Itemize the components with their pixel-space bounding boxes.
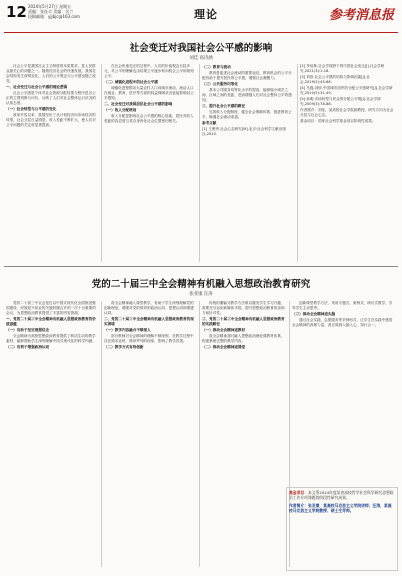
reference-item: [5] 孙明.市场转型与民众的分配公平观[J].社会学研究,2009(3):78-88. [300,97,381,106]
issue-email: 投稿邮箱：yjjbjc@163.com [28,14,80,20]
article-title: 党的二十届三中全会精神有机融入思想政治教育研究 [91,279,311,290]
paragraph: 将全会精神融入课堂教学，有助于学生深刻理解党的创新理论，增强对党的领导的政治认同、思想认同和情感认同。 [104,301,194,315]
paragraph: 收入分配是影响社会公平感的核心因素，居民对收入差距的容忍度与其自身所处社会位置密切相关。 [104,114,194,123]
column-divider [101,64,102,262]
subheading: （一）教学内容融合不够深入 [104,328,151,332]
paragraph: 在社会快速变迁的过程中，人们的价值观念日趋多元，对公平的理解也由结果公平逐步转向机会公平和规则公平。 [104,64,194,78]
section-title: 理论 [194,8,218,21]
column-divider [297,64,298,262]
article-column-2 [104,64,196,264]
author-bio: 作者简介：刘佳，某高校社会学院副教授，研究方向为社会分层与社会心态。 [300,108,394,117]
article-social-fairness [4,36,398,267]
subheading: 一、社会变迁与社会公平感的理论逻辑 [6,85,68,89]
paragraph: 完善收入分配制度，健全社会保障体系，推进教育公平，畅通社会流动渠道。 [202,110,292,119]
paragraph: 传统的灌输式教学方法难以激发学生学习兴趣，需要充分运用新媒体手段，提升思想政治教育的亲和力和针对性。 [202,301,285,315]
subheading: （二）推动全会精神进课堂 [202,345,246,349]
fund-note: 基金项目：国家社会科学基金项目阶段性成果。 [300,119,376,123]
subheading: （二）教育与流动 [202,65,231,69]
article-author: 刘佳 高诗涵 [189,56,213,61]
subheading: （三）推动全会精神进头脑 [292,312,336,316]
references-heading: 参考文献 [202,121,217,125]
article-column-1 [6,64,98,264]
subheading: （二）有利于增强政治认同 [6,345,50,349]
fund-text: 本文系2024年度某省高校哲学社会科学研究思想政治工作专项课题的阶段性研究成果。 [289,490,394,500]
reference-item: [1] 王俊秀.社会心态研究[M].北京:社会科学文献出版社,2020. [202,127,286,136]
masthead-logo: 参考消息报 [328,8,394,23]
article-column-1 [6,301,98,569]
subheading: （一）有助于坚定理想信念 [6,328,50,332]
paragraph: 通过社会实践、志愿服务等多种形式，让学生在实践中感悟全会精神的真理力量，真正做到入脑入心、知行合一。 [292,318,393,327]
article-title: 社会变迁对我国社会公平感的影响 [129,43,273,54]
article-author: 张亚康 汪涛 [189,292,213,297]
paragraph: 改革开放以来，我国经历了从计划经济向市场经济的转型，社会分层日益明显，收入差距不断扩大，使人们对公平问题的关注度显著提高。 [6,113,96,127]
paragraph: 基本公共服务均等化水平的提高，能够缩小城乡之间、区域之间的差距，进而增强人们对社会整体公平的感知。 [202,88,292,102]
article-column-2 [104,301,196,569]
paragraph: 创新课堂教学方法，采用专题式、案例式、研讨式教学，引导学生主动思考。 [292,301,393,310]
paragraph: 社会公平感是个体对社会资源分配结果与程序是否公正的主观判断与评价，反映了人们对社会整体运行状况的认知态度。 [6,91,96,105]
subheading: （一）社会转型与公平感的变化 [6,107,57,111]
issue-date: 2024年5月27日 星期五 [28,4,72,9]
paragraph: 将全会精神及时融入思想政治理论课教材体系，构建系统完整的教学内容。 [202,334,285,343]
paragraph: 城镇化进程推动大量农村人口向城市流动，流动人口在就业、教育、医疗等方面的权益保障状况直接影响其公平感知。 [104,86,194,100]
subheading: （二）城镇化进程中的社会公平感 [104,80,158,84]
paragraph: 部分教师对全会精神的理解不够深刻，在教学过程中存在照本宣科、简单罗列的现象，影响了教学效果。 [104,334,194,343]
article-column-4 [292,301,396,481]
page-number: 12 [6,3,27,21]
column-divider [199,64,200,262]
subheading: 一、党的二十届三中全会精神有机融入思想政治教育的价值意蕴 [6,317,96,326]
column-divider [199,301,200,567]
subheading: （一）推动全会精神进教材 [202,328,246,332]
article-column-4 [300,64,394,264]
article-column-3 [202,64,294,264]
issue-editors: 责编：张连丰 美编：吴兰 [28,9,74,15]
author-bio: 作者简介：张亚康，某高校马克思主义学院讲师；汪涛，某高校马克思主义学院教授、硕士生导师。 [289,503,392,513]
article-column-3 [202,301,286,569]
subheading: 三、党的二十届三中全会精神有机融入思想政治教育的实践路径 [202,317,285,326]
subheading: （一）收入分配格局 [104,108,137,112]
column-divider [101,301,102,567]
fund-label: 基金项目： [289,490,308,495]
page-header [4,2,398,33]
reference-item: [3] 刘欣.社会公平感的结构与影响因素[J].社会,2019(2):45-68. [300,75,370,84]
subheading: 二、社会变迁对我国居民社会公平感的影响 [104,102,173,106]
reference-item: [4] 马磊,刘欣.中国城市居民的分配公平感研究[J].社会学研究,2010(5):31-49. [300,86,393,95]
paragraph: 党的二十届三中全会是在以中国式现代化全面推进强国建设、民族复兴伟业的关键时期召开的一次十分重要的会议，为思想政治教育提供了丰富的内容资源。 [6,301,96,315]
subheading: 二、党的二十届三中全会精神有机融入思想政治教育的现实困境 [104,317,194,326]
subheading: （三）公共服务均等化 [202,82,238,86]
paragraph: 社会公平是我国社会主义制度的本质要求，是人民群众最关心的问题之一。随着经济社会的快速发展，我国社会结构发生深刻变化，人们的公平观念与公平感也随之改变。 [6,64,96,83]
paragraph: 教育是促进社会流动的重要途径，教育机会的公平分配有助于提升居民的公平感，增强社会凝聚力。 [202,71,292,80]
fund-info-box [286,487,398,571]
issue-meta [28,4,80,20]
subheading: （二）教学方式有待创新 [104,345,144,349]
paragraph: 全会精神为高校思想政治教育提供了鲜活生动的教学素材，能够帮助学生深刻理解中国式现代化的科学内涵。 [6,334,96,343]
subheading: 三、提升社会公平感的路径 [202,104,246,108]
reference-item: [2] 李培林.社会学视野下的中国社会变迁[J].社会学研究,2021(3):1-18. [300,64,385,73]
